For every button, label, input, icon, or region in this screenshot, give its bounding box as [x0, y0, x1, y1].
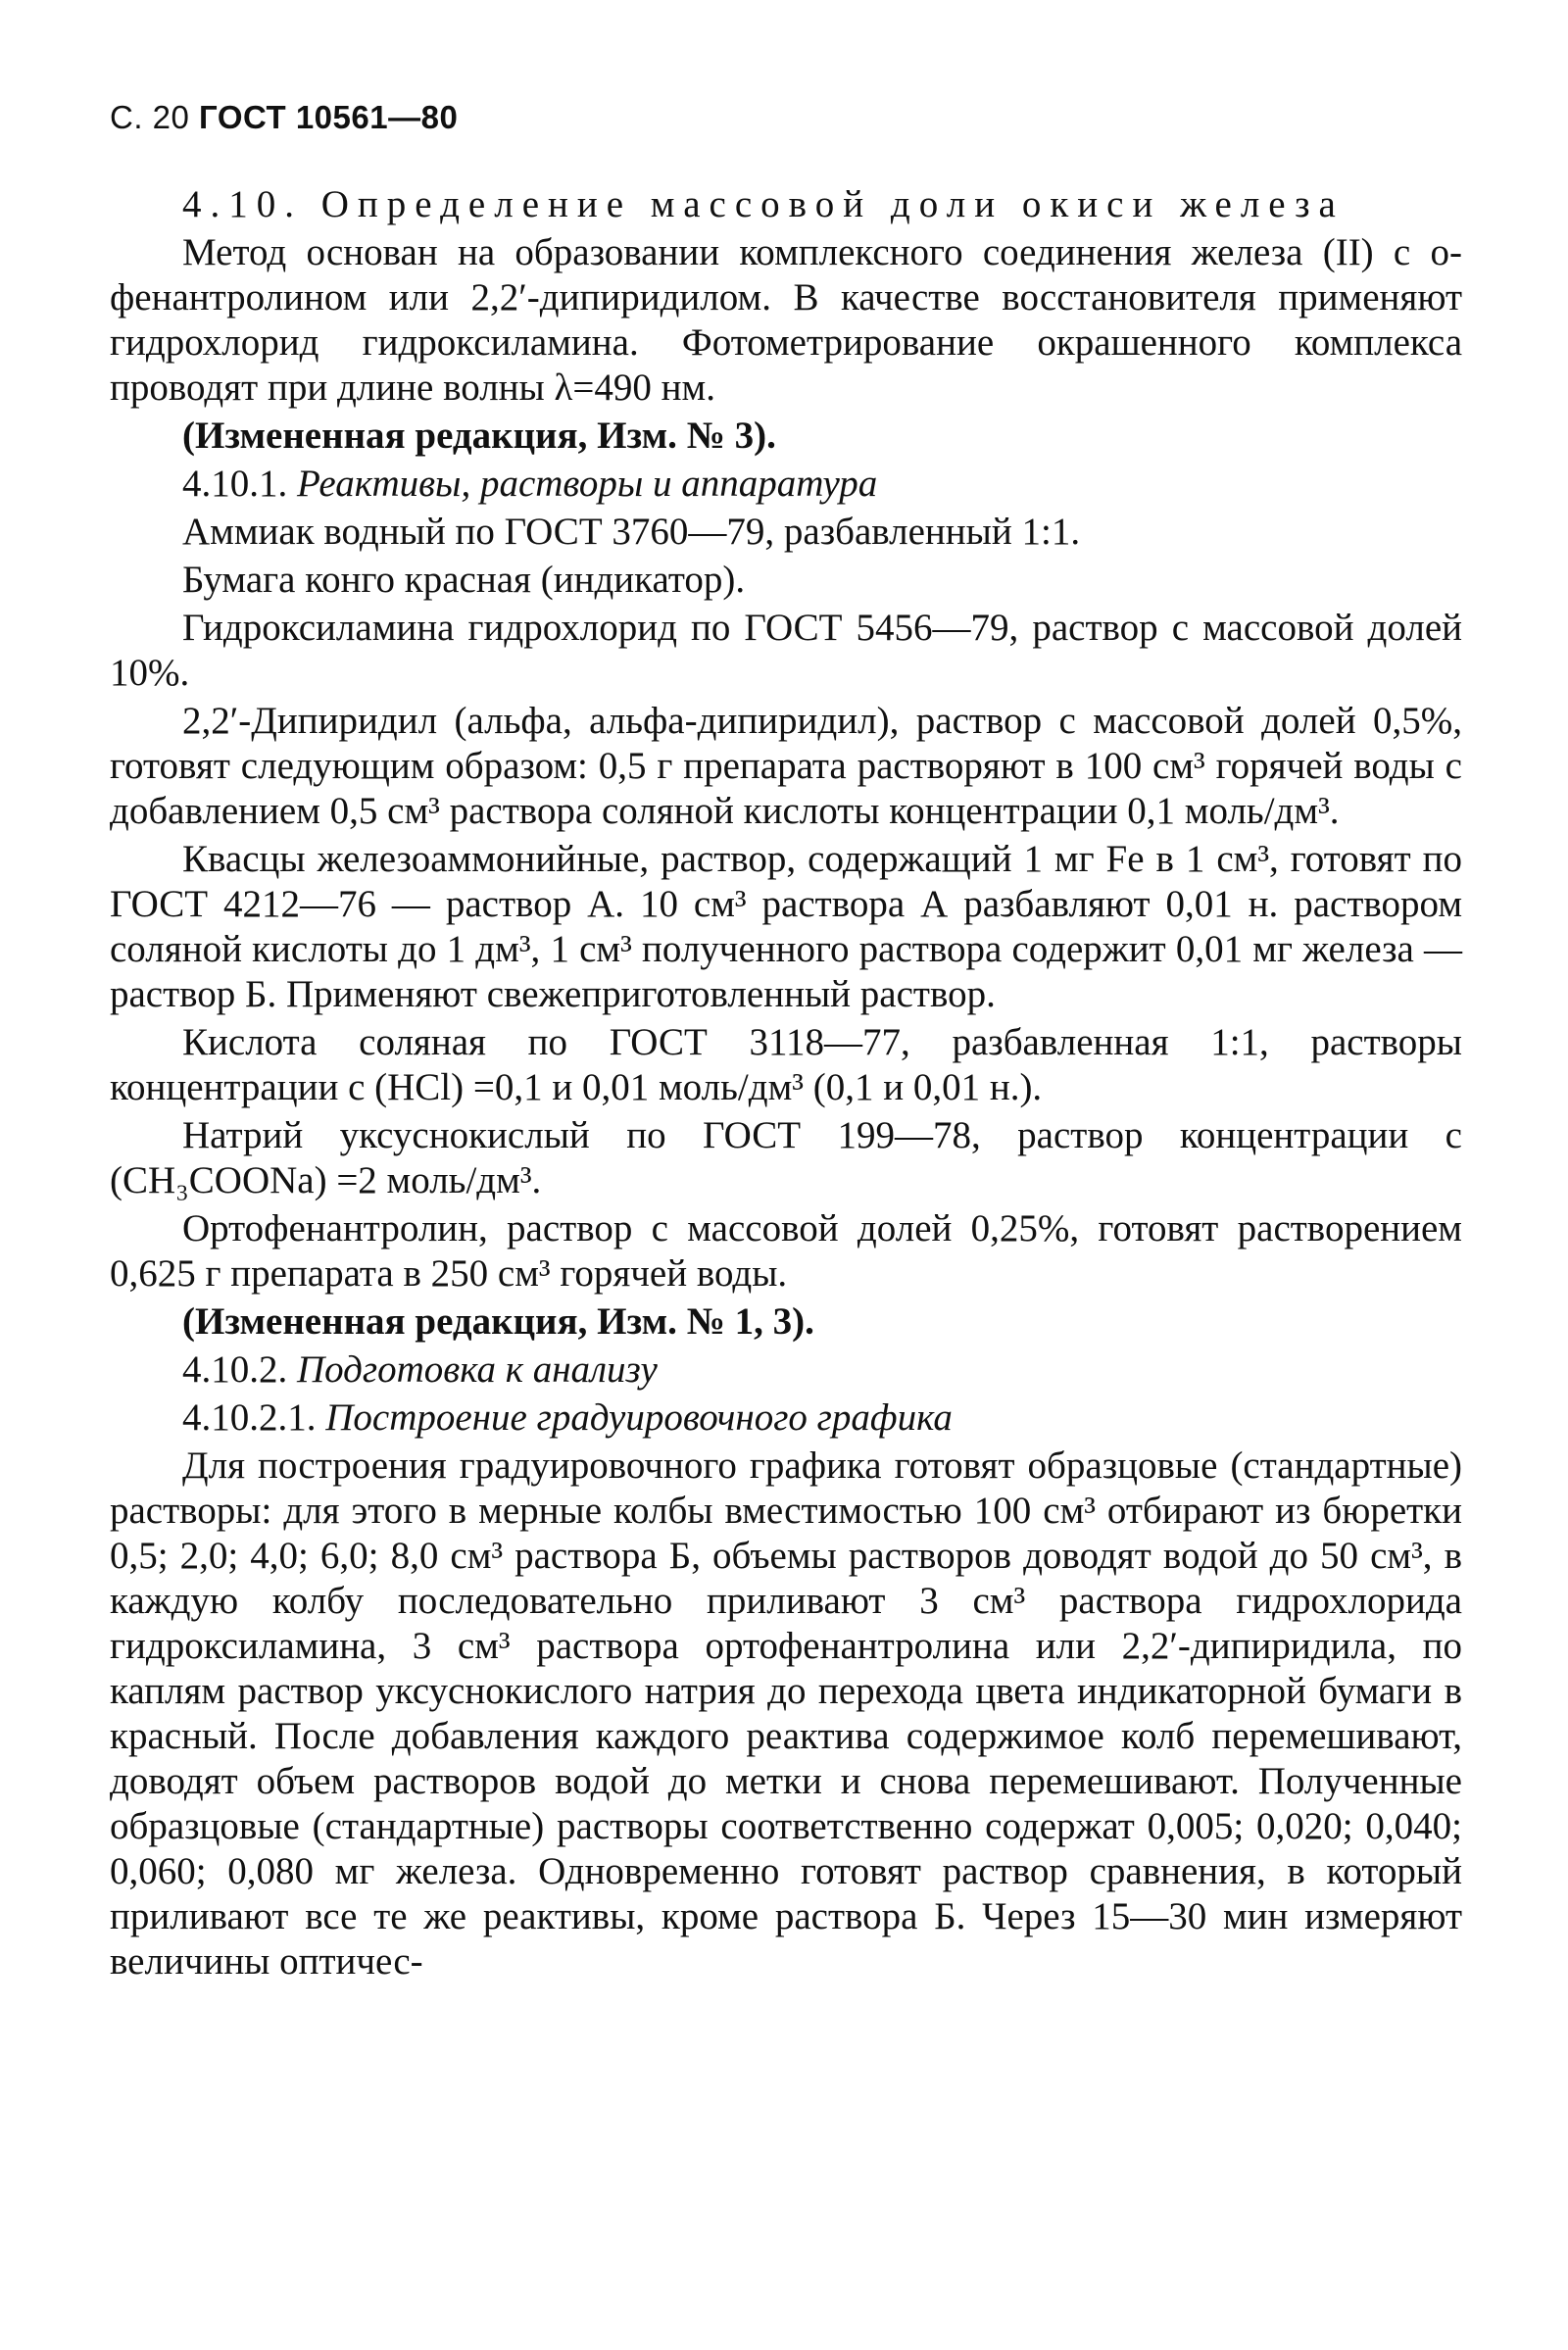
standard-number: ГОСТ 10561—80 — [199, 99, 459, 135]
paragraph-ammonia: Аммиак водный по ГОСТ 3760—79, разбавленный 1:1. — [182, 511, 1081, 553]
paragraph-orthophenanthroline: Ортофенантролин, раствор с массовой долей 0,25%, готовят растворением 0,625 г препарата в 250 см³ горячей воды. — [110, 1207, 1462, 1295]
page-header — [110, 98, 1462, 137]
subsection-number: 4.10.1. — [182, 463, 297, 505]
section-heading-4-10: 4.10. Определение массовой доли окиси железа — [182, 183, 1345, 225]
amendment-note: (Измененная редакция, Изм. № 3). — [182, 415, 776, 457]
subsection-title: Подготовка к анализу — [297, 1348, 658, 1391]
subsection-heading-4-10-2 — [110, 1347, 1462, 1393]
paragraph-dipyridyl: 2,2′-Дипиридил (альфа, альфа-дипиридил), раствор с массовой долей 0,5%, готовят следующим образом: 0,5 г препарата растворяют в 100 см³ горячей воды с добавлением 0,5 см³ раствора соляной кислоты концентрации 0,1 моль/дм³. — [110, 700, 1462, 832]
amendment-note-2: (Измененная редакция, Изм. № 1, 3). — [182, 1300, 814, 1343]
paragraph-hydroxylamine: Гидроксиламина гидрохлорид по ГОСТ 5456—79, раствор с массовой долей 10%. — [110, 607, 1462, 694]
subsection-heading-4-10-2-1 — [110, 1395, 1462, 1441]
paragraph-method: Метод основан на образовании комплексного соединения железа (II) с о-фенантролином или 2,2′-дипиридилом. В качестве восстановителя применяют гидрохлорид гидроксиламина. Фотометрирование окрашенного комплекса проводят при длине волны λ=490 нм. — [110, 231, 1462, 409]
page-number: С. 20 — [110, 99, 190, 135]
subsection-title: Построение градуировочного графика — [325, 1396, 953, 1439]
paragraph-calibration: Для построения градуировочного графика готовят образцовые (стандартные) растворы: для этого в мерные колбы вместимостью 100 см³ отбирают из бюретки 0,5; 2,0; 4,0; 6,0; 8,0 см³ раствора Б, объемы растворов доводят водой до 50 см³, в каждую колбу последовательно приливают 3 см³ раствора гидрохлорида гидроксиламина, 3 см³ раствора ортофенантролина или 2,2′-дипиридила, по каплям раствор уксуснокислого натрия до перехода цвета индикаторной бумаги в красный. После добавления каждого реактива содержимое колб перемешивают, доводят объем растворов водой до метки и снова перемешивают. Полученные образцовые (стандартные) растворы соответственно содержат 0,005; 0,020; 0,040; 0,060; 0,080 мг железа. Одновременно готовят раствор сравнения, в который приливают все те же реактивы, кроме раствора Б. Через 15—30 мин измеряют величины оптичес- — [110, 1444, 1462, 1983]
document-page — [110, 98, 1462, 1987]
subsection-title: Реактивы, растворы и аппаратура — [297, 463, 878, 505]
paragraph-congo-paper: Бумага конго красная (индикатор). — [182, 559, 746, 601]
paragraph-iron-alum: Квасцы железоаммонийные, раствор, содержащий 1 мг Fe в 1 см³, готовят по ГОСТ 4212—76 — раствор А. 10 см³ раствора А разбавляют 0,01 н. раствором соляной кислоты до 1 дм³, 1 см³ полученного раствора содержит 0,01 мг железа — раствор Б. Применяют свежеприготовленный раствор. — [110, 838, 1462, 1015]
subsection-heading-4-10-1 — [110, 462, 1462, 507]
paragraph-sodium-acetate: Натрий уксуснокислый по ГОСТ 199—78, раствор концентрации с (CH₃COONa) =2 моль/дм³. — [110, 1114, 1462, 1201]
subsection-number: 4.10.2.1. — [182, 1396, 326, 1439]
paragraph-hydrochloric-acid: Кислота соляная по ГОСТ 3118—77, разбавленная 1:1, растворы концентрации с (HCl) =0,1 и 0,01 моль/дм³ (0,1 и 0,01 н.). — [110, 1021, 1462, 1108]
subsection-number: 4.10.2. — [182, 1348, 297, 1391]
